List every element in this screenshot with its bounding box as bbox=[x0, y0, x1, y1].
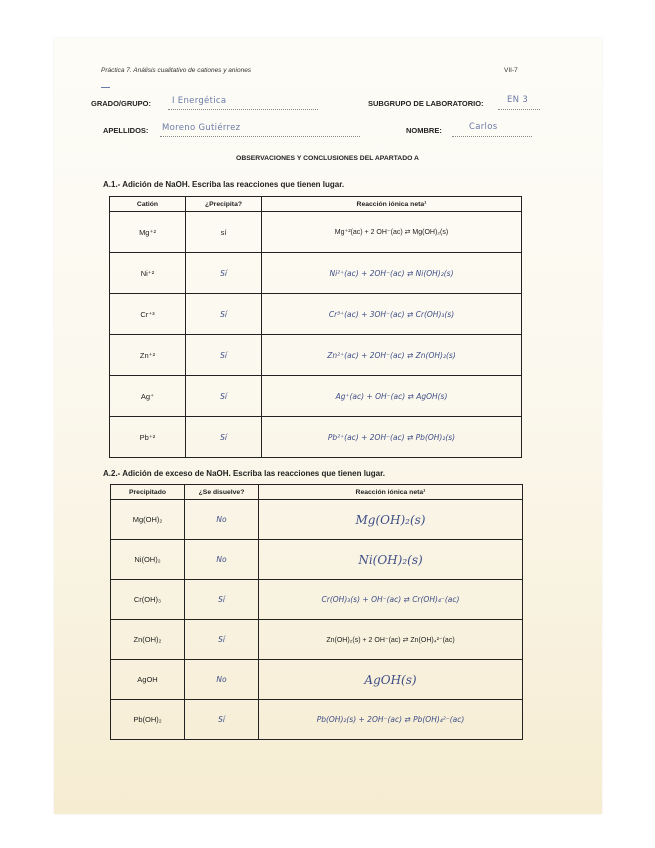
nombre-dotted-line bbox=[452, 136, 532, 137]
table-row bbox=[111, 580, 523, 620]
page-code: VII-7 bbox=[504, 67, 518, 74]
reaction-cell: Zn²⁺(ac) + 2OH⁻(ac) ⇄ Zn(OH)₂(s) bbox=[262, 335, 522, 376]
reaction-cell: Cr³⁺(ac) + 3OH⁻(ac) ⇄ Cr(OH)₃(s) bbox=[262, 294, 522, 335]
header-underline bbox=[101, 87, 110, 88]
precipitado-cell: Mg(OH)₂ bbox=[111, 500, 185, 540]
precipita-cell: Sí bbox=[186, 376, 262, 417]
disuelve-cell: No bbox=[185, 500, 259, 540]
precipita-cell: Sí bbox=[186, 335, 262, 376]
subgrupo-value: EN 3 bbox=[507, 95, 529, 105]
table-row bbox=[110, 253, 522, 294]
header-precipitado: Precipitado bbox=[111, 485, 185, 500]
reaction-cell: Mg(OH)₂(s) bbox=[259, 500, 523, 540]
nombre-value: Carlos bbox=[469, 122, 498, 132]
table-row bbox=[111, 620, 523, 660]
grado-value: I Energética bbox=[172, 96, 227, 106]
table-row bbox=[110, 212, 522, 253]
precipitado-cell: Zn(OH)₂ bbox=[111, 620, 185, 660]
table-row bbox=[111, 700, 523, 740]
practice-title: Práctica 7. Análisis cualitativo de cationes y aniones bbox=[101, 67, 252, 74]
precipitado-cell: Cr(OH)₃ bbox=[111, 580, 185, 620]
header-reaccion: Reacción iónica neta¹ bbox=[262, 197, 522, 212]
header-reaccion: Reacción iónica neta¹ bbox=[259, 485, 523, 500]
reactions-table-a2 bbox=[110, 484, 523, 740]
cation-cell: Cr⁺³ bbox=[110, 294, 186, 335]
disuelve-cell: Sí bbox=[185, 580, 259, 620]
precipitado-cell: Pb(OH)₂ bbox=[111, 700, 185, 740]
table-row bbox=[111, 540, 523, 580]
table-header-row bbox=[110, 197, 522, 212]
precipita-cell: Sí bbox=[186, 253, 262, 294]
reaction-cell: Pb(OH)₂(s) + 2OH⁻(ac) ⇄ Pb(OH)₄²⁻(ac) bbox=[259, 700, 523, 740]
header-disuelve: ¿Se disuelve? bbox=[185, 485, 259, 500]
reaction-cell: Ni(OH)₂(s) bbox=[259, 540, 523, 580]
question-a2: A.2.- Adición de exceso de NaOH. Escriba las reacciones que tienen lugar. bbox=[103, 469, 386, 478]
subgrupo-label: SUBGRUPO DE LABORATORIO: bbox=[368, 99, 484, 108]
disuelve-cell: No bbox=[185, 660, 259, 700]
header-cation: Catión bbox=[110, 197, 186, 212]
reaction-cell: Pb²⁺(ac) + 2OH⁻(ac) ⇄ Pb(OH)₂(s) bbox=[262, 417, 522, 458]
disuelve-cell: Sí bbox=[185, 620, 259, 660]
table-row bbox=[111, 660, 523, 700]
table-row bbox=[110, 376, 522, 417]
precipitado-cell: AgOH bbox=[111, 660, 185, 700]
question-a1: A.1.- Adición de NaOH. Escriba las reacciones que tienen lugar. bbox=[103, 180, 345, 189]
cation-cell: Pb⁺² bbox=[110, 417, 186, 458]
cation-cell: Zn⁺² bbox=[110, 335, 186, 376]
precipita-cell: sí bbox=[186, 212, 262, 253]
cation-cell: Ag⁺ bbox=[110, 376, 186, 417]
reaction-cell: Ag⁺(ac) + OH⁻(ac) ⇄ AgOH(s) bbox=[262, 376, 522, 417]
apellidos-value: Moreno Gutiérrez bbox=[162, 123, 241, 133]
grado-dotted-line bbox=[168, 109, 318, 110]
grado-label: GRADO/GRUPO: bbox=[91, 99, 151, 108]
disuelve-cell: Sí bbox=[185, 700, 259, 740]
nombre-label: NOMBRE: bbox=[406, 126, 442, 135]
header-precipita: ¿Precipita? bbox=[186, 197, 262, 212]
apellidos-label: APELLIDOS: bbox=[103, 126, 149, 135]
cation-cell: Mg⁺² bbox=[110, 212, 186, 253]
reaction-cell: Cr(OH)₃(s) + OH⁻(ac) ⇄ Cr(OH)₄⁻(ac) bbox=[259, 580, 523, 620]
table-row bbox=[110, 294, 522, 335]
table-row bbox=[110, 335, 522, 376]
disuelve-cell: No bbox=[185, 540, 259, 580]
table-header-row bbox=[111, 485, 523, 500]
reaction-cell: Ni²⁺(ac) + 2OH⁻(ac) ⇄ Ni(OH)₂(s) bbox=[262, 253, 522, 294]
subgrupo-dotted-line bbox=[498, 109, 540, 110]
reaction-cell: AgOH(s) bbox=[259, 660, 523, 700]
reactions-table-a1 bbox=[109, 196, 522, 458]
precipita-cell: Sí bbox=[186, 294, 262, 335]
precipitado-cell: Ni(OH)₂ bbox=[111, 540, 185, 580]
cation-cell: Ni⁺² bbox=[110, 253, 186, 294]
apellidos-dotted-line bbox=[160, 136, 360, 137]
table-row bbox=[110, 417, 522, 458]
section-title: OBSERVACIONES Y CONCLUSIONES DEL APARTADO A bbox=[236, 155, 419, 162]
reaction-cell: Zn(OH)₂(s) + 2 OH⁻(ac) ⇄ Zn(OH)₄²⁻(ac) bbox=[259, 620, 523, 660]
reaction-cell: Mg⁺²(ac) + 2 OH⁻(ac) ⇄ Mg(OH)₂(s) bbox=[262, 212, 522, 253]
precipita-cell: Sí bbox=[186, 417, 262, 458]
table-row bbox=[111, 500, 523, 540]
